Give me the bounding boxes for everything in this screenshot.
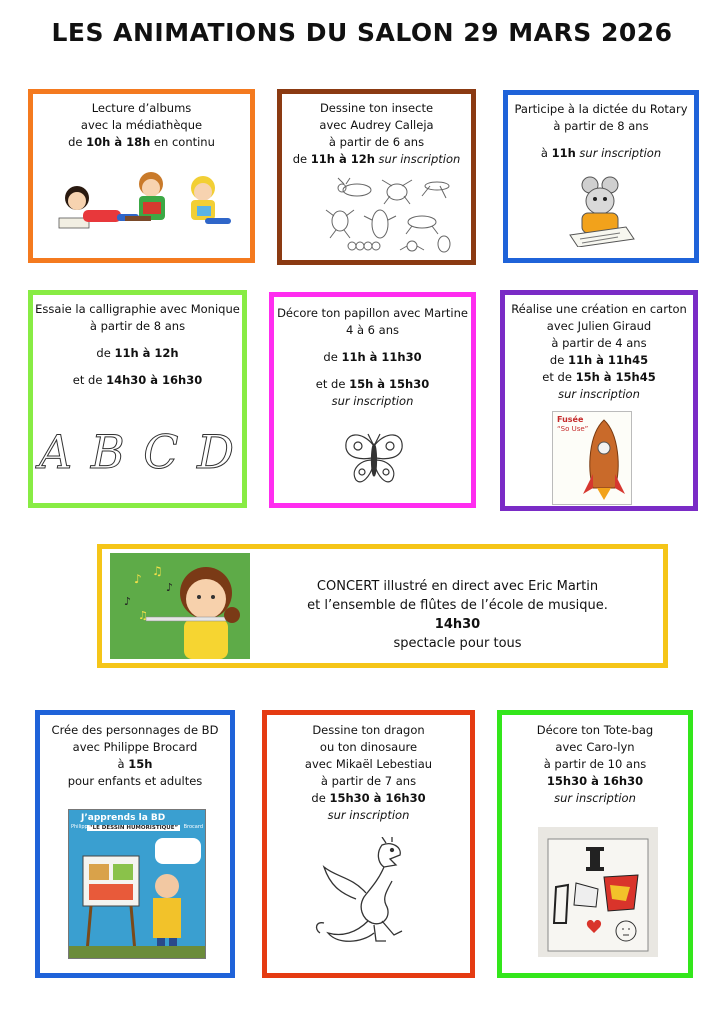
box-schedule: de 11h à 11h45 — [549, 353, 649, 367]
svg-text:♪: ♪ — [124, 595, 132, 608]
box-line: avec Caro-lyn — [555, 740, 635, 754]
mouse-writing-illustration — [568, 175, 638, 247]
concert-time: 14h30 — [434, 617, 481, 632]
box-line: Décore ton Tote-bag — [536, 723, 654, 737]
box-line: 4 à 6 ans — [346, 323, 399, 337]
concert-line: spectacle pour tous — [393, 636, 522, 651]
box-dictee-rotary — [503, 90, 699, 263]
box-line: avec Mikaël Lebestiau — [304, 757, 433, 771]
calligraphy-illustration: A B C D — [39, 425, 236, 479]
box-schedule: de 11h à 11h30 — [323, 350, 422, 364]
svg-text:♪: ♪ — [166, 581, 174, 594]
flute-girl-illustration — [110, 553, 250, 659]
box-schedule: de 11h à 12h — [96, 346, 179, 360]
box-schedule: à 15h — [117, 757, 153, 771]
box-line: Dessine ton dragon — [312, 723, 425, 737]
tote-bag-photo — [538, 827, 658, 957]
box-line: sur inscription — [327, 808, 410, 822]
svg-text:♫: ♫ — [138, 609, 148, 622]
box-dessine-insecte — [277, 89, 476, 265]
box-line: ou ton dinosaure — [319, 740, 418, 754]
box-line: à partir de 6 ans — [328, 135, 425, 149]
box-schedule: 15h30 à 16h30 — [546, 774, 644, 788]
book-subtitle: “LE DESSIN HUMORISTIQUE” — [89, 825, 179, 831]
box-line: avec Julien Giraud — [546, 319, 652, 333]
box-lecture-albums — [28, 89, 255, 263]
box-concert — [97, 544, 668, 668]
book-author: Philippe — [71, 824, 91, 830]
box-schedule: et de 14h30 à 16h30 — [72, 373, 203, 387]
box-line: à partir de 10 ans — [543, 757, 647, 771]
reading-children-illustration — [55, 166, 235, 240]
box-line: avec Philippe Brocard — [72, 740, 198, 754]
box-line: Essaie la calligraphie avec Monique — [35, 302, 240, 316]
box-schedule: de 10h à 18h en continu — [68, 135, 215, 149]
rocket-book-cover — [552, 411, 632, 505]
box-line: à partir de 8 ans — [553, 119, 649, 133]
box-line: Réalise une création en carton — [511, 302, 687, 316]
box-line: sur inscription — [331, 394, 414, 408]
box-creation-carton — [500, 290, 698, 511]
page-title: LES ANIMATIONS DU SALON 29 MARS 2026 — [51, 18, 673, 47]
concert-line: et l’ensemble de flûtes de l’école de musique. — [307, 598, 608, 613]
box-dessine-dragon — [262, 710, 475, 978]
box-line: pour enfants et adultes — [67, 774, 203, 788]
box-line: avec la médiathèque — [80, 118, 203, 132]
box-schedule: à 11h sur inscription — [540, 146, 662, 160]
box-line: Décore ton papillon avec Martine — [277, 306, 468, 320]
box-line: Participe à la dictée du Rotary — [514, 102, 688, 116]
comic-book-cover — [68, 809, 206, 959]
box-line: sur inscription — [558, 387, 640, 401]
box-tote-bag — [497, 710, 693, 978]
box-line: à partir de 4 ans — [551, 336, 647, 350]
concert-line: CONCERT illustré en direct avec Eric Martin — [316, 579, 599, 594]
box-line: Lecture d’albums — [91, 101, 192, 115]
box-schedule: de 15h30 à 16h30 — [311, 791, 426, 805]
box-line: sur inscription — [554, 791, 636, 805]
book-author: Brocard — [183, 824, 203, 830]
box-line: avec Audrey Calleja — [319, 118, 434, 132]
book-title: J’apprends la BD — [81, 813, 166, 823]
box-schedule: et de 15h à 15h30 — [315, 377, 430, 391]
box-schedule: et de 15h à 15h45 — [542, 370, 656, 384]
box-line: à partir de 8 ans — [89, 319, 186, 333]
box-line: Crée des personnages de BD — [51, 723, 219, 737]
box-personnages-bd — [35, 710, 235, 978]
box-schedule: de 11h à 12h sur inscription — [292, 152, 461, 166]
insects-illustration — [322, 176, 462, 256]
book-subtitle: “So Use” — [557, 425, 589, 433]
box-calligraphie — [28, 290, 247, 508]
box-line: Dessine ton insecte — [319, 101, 434, 115]
butterfly-illustration — [342, 430, 406, 486]
box-line: à partir de 7 ans — [320, 774, 417, 788]
svg-text:♫: ♫ — [152, 564, 163, 578]
book-title: Fusée — [557, 415, 584, 424]
svg-text:♪: ♪ — [134, 572, 142, 586]
dragon-illustration — [312, 837, 422, 947]
box-papillon — [269, 292, 476, 508]
